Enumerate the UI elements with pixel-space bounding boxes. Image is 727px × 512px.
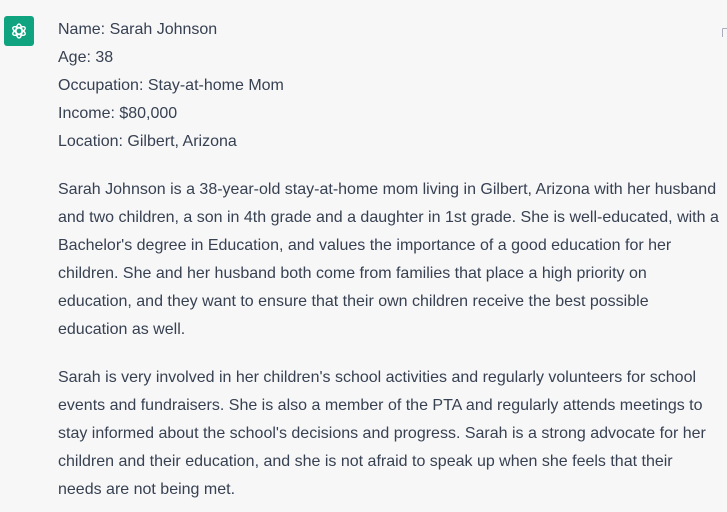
- assistant-avatar: [4, 16, 34, 46]
- copy-icon[interactable]: [721, 27, 727, 37]
- assistant-message: [58, 16, 720, 504]
- persona-income: Income: $80,000: [58, 105, 178, 122]
- bio-paragraph: Sarah Johnson is a 38-year-old stay-at-home mom living in Gilbert, Arizona with her husband and two children, a son in 4th grade and a daughter in 1st grade. She is well-educated, with a Bachelor's degree in Education, and values the importance of a good education for her children. She and her husband both come from families that place a high priority on education, and they want to ensure that their own children receive the best possible education as well.: [58, 181, 719, 338]
- persona-occupation: Occupation: Stay-at-home Mom: [58, 77, 284, 94]
- persona-location: Location: Gilbert, Arizona: [58, 133, 237, 150]
- persona-name: Name: Sarah Johnson: [58, 21, 218, 38]
- persona-age: Age: 38: [58, 49, 114, 66]
- openai-logo-icon: [8, 20, 30, 42]
- bio-paragraph: Sarah is very involved in her children's school activities and regularly volunteers for school events and fundraisers. She is also a member of the PTA and regularly attends meetings to stay informed about the school's decisions and progress. Sarah is a strong advocate for her children and their education, and she is not afraid to speak up when she feels that their needs are not being met.: [58, 369, 706, 498]
